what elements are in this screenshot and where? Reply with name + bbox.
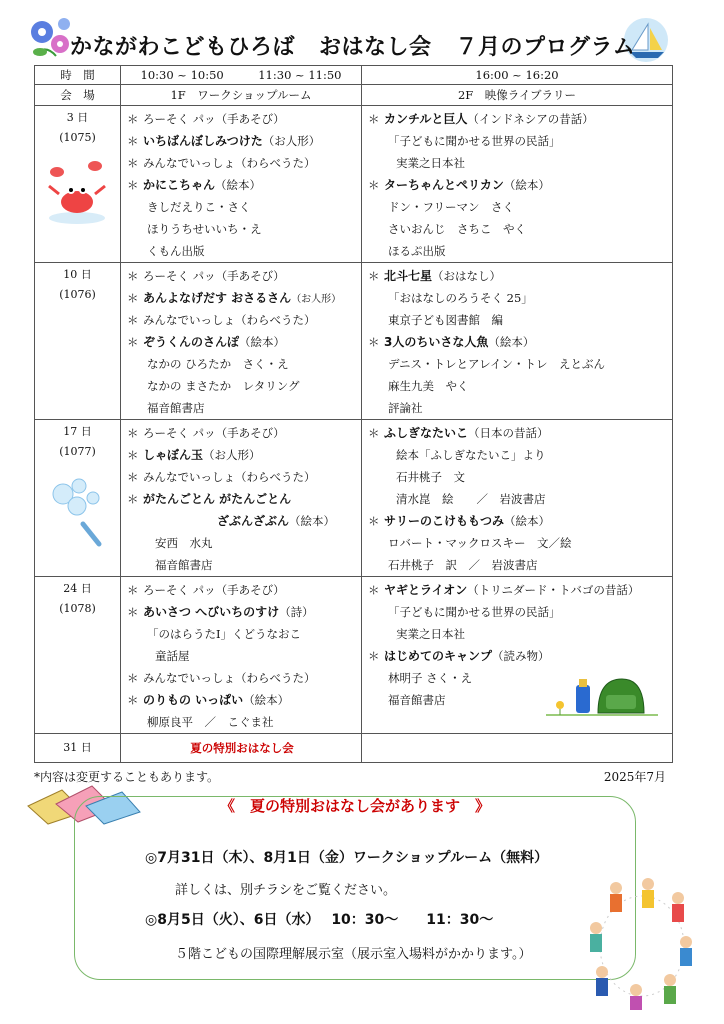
- book-credit: 麻生九美 やく: [388, 379, 469, 393]
- list-item: ＊ みんなでいっしょ（わらべうた）: [127, 156, 316, 170]
- book-publisher: 福音館書店: [388, 693, 446, 707]
- page-title: かながわこどもひろば おはなし会 ７月のプログラム: [70, 35, 636, 60]
- list-item: ＊ ろーそく パッ（手あそび）: [127, 269, 285, 283]
- list-item: ＊ みんなでいっしょ（わらべうた）: [127, 313, 316, 327]
- program-row-17: [35, 420, 673, 577]
- time-row: [35, 66, 673, 85]
- date-label: 17 日: [63, 425, 92, 438]
- book-credit: ドン・フリーマン さく: [388, 200, 515, 214]
- crab-icon: [43, 156, 113, 226]
- book-credit: ほりうちせいいち・え: [147, 222, 262, 236]
- list-item: ＊ のりもの いっぱい（絵本）: [127, 693, 290, 707]
- book-publisher: 福音館書店: [155, 558, 213, 572]
- date-label: 24 日: [63, 582, 92, 595]
- special-event-box: [74, 796, 636, 980]
- book-credit: 清水崑 絵 ／ 岩波書店: [396, 492, 546, 506]
- venue-row: [35, 85, 673, 106]
- list-item: ＊ かにこちゃん（絵本）: [127, 178, 262, 192]
- book-credit: 安西 水丸: [155, 536, 213, 550]
- event-dates-2: ◎8月5日（火）、6日（水） 10：30～ 11：30～: [145, 912, 494, 928]
- list-item: ＊ あいさつ へびいちのすけ（詩）: [127, 605, 314, 619]
- book-credit: デニス・トレとアレイン・トレ えとぶん: [388, 357, 606, 371]
- book-source: 「おはなしのろうそく 25」: [388, 291, 533, 305]
- session-number: (1077): [59, 445, 96, 458]
- book-publisher: 実業之日本社: [396, 156, 465, 170]
- list-item: ＊ ふしぎなたいこ（日本の昔話）: [368, 426, 549, 440]
- list-item: ＊ サリーのこけももつみ（絵本）: [368, 514, 551, 528]
- soap-bubble-icon: [43, 472, 113, 552]
- list-item: ＊ みんなでいっしょ（わらべうた）: [127, 671, 316, 685]
- book-publisher: 評論社: [388, 401, 423, 415]
- event-detail: 詳しくは、別チラシをご覧ください。: [175, 883, 397, 898]
- session-number: (1075): [59, 131, 96, 144]
- list-item: ＊ あんよなげだす おさるさん（お人形）: [127, 291, 342, 305]
- list-item: ざぶんざぶん（絵本）: [217, 514, 336, 528]
- book-credit: きしだえりこ・さく: [147, 200, 251, 214]
- list-item: ＊ ろーそく パッ（手あそび）: [127, 583, 285, 597]
- book-publisher: くもん出版: [147, 244, 205, 258]
- book-publisher: 福音館書店: [147, 401, 205, 415]
- event-dates-1: ◎7月31日（木）、8月1日（金）ワークショップルーム（無料）: [145, 850, 549, 866]
- venue-label: 会 場: [35, 85, 121, 106]
- book-credit: ロバート・マックロスキー 文／絵: [388, 536, 572, 550]
- book-credit: なかの まさたか レタリング: [147, 379, 300, 393]
- program-row-10: [35, 263, 673, 420]
- list-item: ＊ ぞうくんのさんぽ（絵本）: [127, 335, 286, 349]
- session-number: (1076): [59, 288, 96, 301]
- book-publisher: 童話屋: [155, 649, 190, 663]
- list-item: ＊ 北斗七星（おはなし）: [368, 269, 502, 283]
- book-source: 「のはらうたⅠ」くどうなおこ: [147, 627, 302, 641]
- issue-date: 2025年7月: [603, 770, 666, 784]
- special-event: 夏の特別おはなし会: [121, 734, 362, 763]
- time-label: 時 間: [35, 66, 121, 85]
- list-item: ＊ はじめてのキャンプ（読み物）: [368, 649, 550, 663]
- program-row-24: [35, 577, 673, 734]
- list-item: ＊ みんなでいっしょ（わらべうた）: [127, 470, 316, 484]
- date-label: 31 日: [63, 741, 92, 754]
- book-publisher: 東京子ども図書館 編: [388, 313, 503, 327]
- event-location: ５階こどもの国際理解展示室（展示室入場料がかかります。）: [175, 947, 532, 962]
- book-credit: 石井桃子 文: [396, 470, 465, 484]
- book-source: 絵本「ふしぎなたいこ」より: [396, 448, 546, 462]
- date-label: 3 日: [66, 111, 89, 124]
- list-item: ＊ 3人のちいさな人魚（絵本）: [368, 335, 535, 349]
- book-publisher: 実業之日本社: [396, 627, 465, 641]
- program-row-31: [35, 734, 673, 763]
- list-item: ＊ がたんごとん がたんごとん: [127, 492, 292, 506]
- list-item: ＊ ヤギとライオン（トリニダード・トバゴの昔話）: [368, 583, 640, 597]
- change-notice: *内容は変更することもあります。: [34, 770, 220, 784]
- book-source: 「子どもに聞かせる世界の民話」: [388, 134, 561, 148]
- camping-gear-icon: [546, 667, 658, 719]
- list-item: ＊ ろーそく パッ（手あそび）: [127, 112, 285, 126]
- morning-glory-icon: [26, 14, 76, 64]
- date-label: 10 日: [63, 268, 92, 281]
- book-publisher: ほるぷ出版: [388, 244, 446, 258]
- book-credit: さいおんじ さちこ やく: [388, 222, 526, 236]
- list-item: ＊ いちばんぼしみつけた（お人形）: [127, 134, 321, 148]
- book-credit: 林明子 さく・え: [388, 671, 473, 685]
- venue-2f: 2F 映像ライブラリー: [362, 85, 673, 106]
- program-table: [34, 65, 673, 763]
- special-event-title: 《 夏の特別おはなし会があります 》: [219, 797, 490, 815]
- time-slot-1f: 10:30 ~ 10:50 11:30 ~ 11:50: [121, 66, 362, 85]
- list-item: ＊ ろーそく パッ（手あそび）: [127, 426, 285, 440]
- book-source: 「子どもに聞かせる世界の民話」: [388, 605, 561, 619]
- list-item: ＊ ターちゃんとペリカン（絵本）: [368, 178, 550, 192]
- list-item: ＊ カンチルと巨人（インドネシアの昔話）: [368, 112, 594, 126]
- book-credit: なかの ひろたか さく・え: [147, 357, 289, 371]
- children-circle-icon: [586, 872, 698, 1012]
- list-item: ＊ しゃぼん玉（お人形）: [127, 448, 261, 462]
- time-slot-2f: 16:00 ~ 16:20: [362, 66, 673, 85]
- book-credit: 柳原良平 ／ こぐま社: [147, 715, 274, 729]
- program-row-3: [35, 106, 673, 263]
- book-credit: 石井桃子 訳 ／ 岩波書店: [388, 558, 538, 572]
- session-number: (1078): [59, 602, 96, 615]
- venue-1f: 1F ワークショップルーム: [121, 85, 362, 106]
